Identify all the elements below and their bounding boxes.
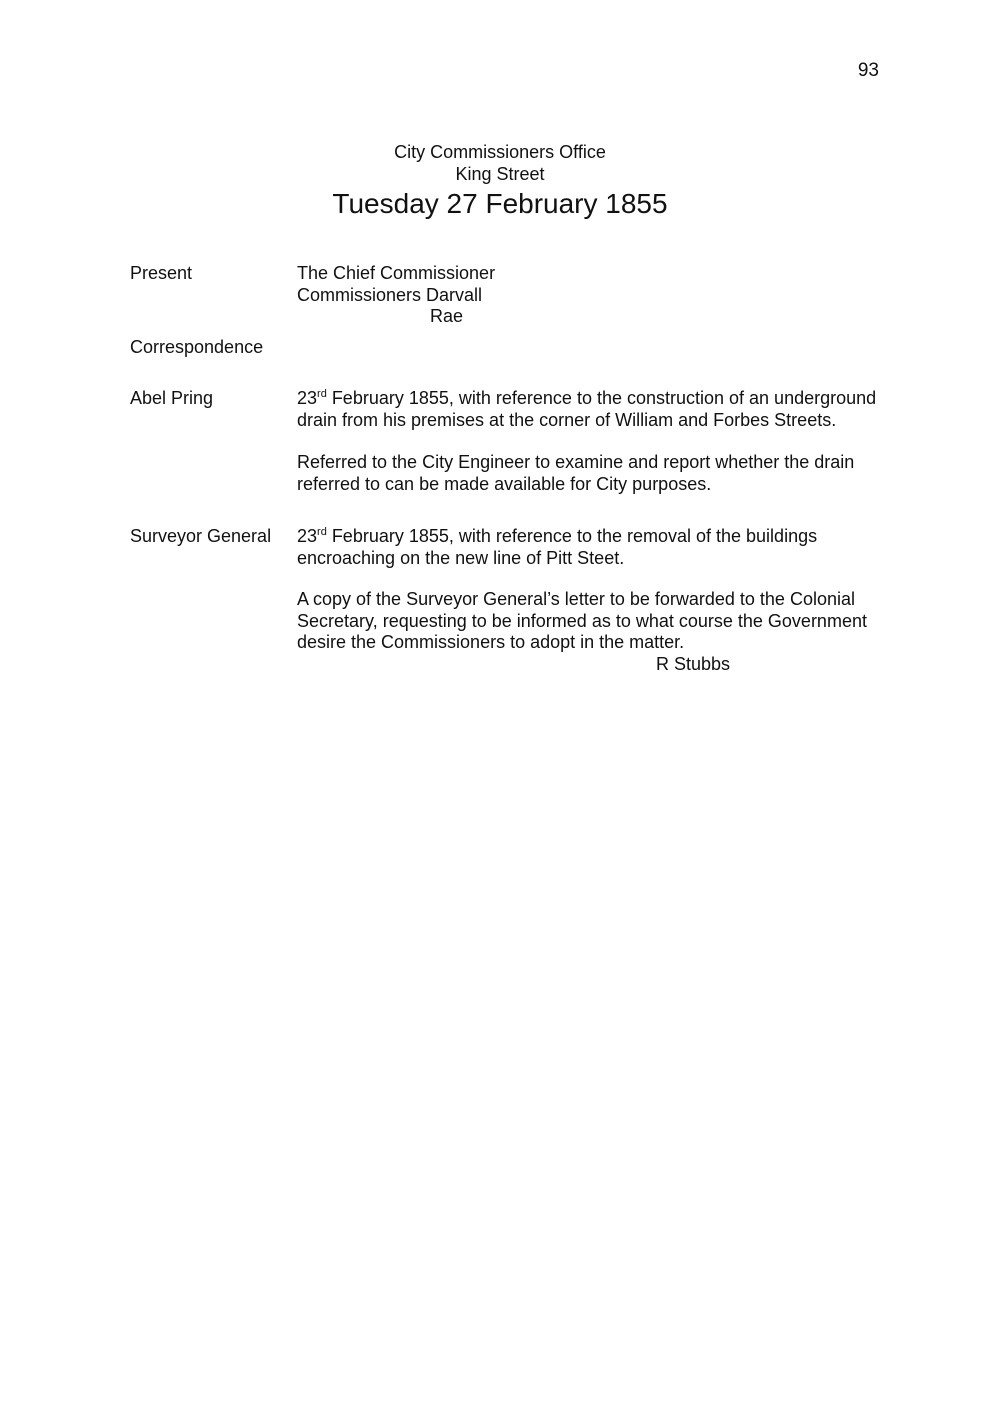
entry-2-letter-line-2: encroaching on the new line of Pitt Steet.: [297, 547, 625, 568]
entry-1-resolution-line-2: referred to can be made available for City purposes.: [297, 473, 712, 494]
entry-2-resolution: [297, 589, 897, 675]
entry-1-letter-text: February 1855, with reference to the construction of an underground: [326, 388, 877, 408]
entry-1-resolution-line-1: Referred to the City Engineer to examine and report whether the drain: [297, 452, 855, 472]
entry-2-resolution-line-2: Secretary, requesting to be informed as to what course the Government: [297, 610, 867, 631]
entry-1-name: Abel Pring: [130, 388, 214, 408]
entry-1-date-number: 23: [297, 388, 318, 408]
page-number: 93: [857, 60, 879, 81]
minutes-header: [0, 142, 1000, 221]
entry-1-body: [297, 388, 897, 431]
present-label: Present: [130, 263, 193, 283]
entry-2-resolution-line-1: A copy of the Surveyor General’s letter to be forwarded to the Colonial: [297, 589, 855, 609]
entry-2-resolution-line-3: desire the Commissioners to adopt in the matter.: [297, 632, 685, 652]
entry-2-letter-text: February 1855, with reference to the removal of the buildings: [326, 526, 818, 546]
entry-1-date-suffix: rd: [317, 388, 327, 400]
office-street: King Street: [455, 163, 545, 184]
present-line-1: The Chief Commissioner: [297, 263, 496, 283]
entry-1-resolution: [297, 452, 897, 495]
entry-2-letter-line-1: [297, 526, 897, 548]
present-list: [297, 263, 897, 328]
entry-2-date-suffix: rd: [317, 526, 327, 538]
correspondence-label: Correspondence: [130, 337, 264, 357]
entry-1-letter-line-2: drain from his premises at the corner of William and Forbes Streets.: [297, 409, 837, 430]
entry-2-body: [297, 526, 897, 569]
present-line-3: Rae: [430, 306, 464, 326]
present-line-2: Commissioners Darvall: [297, 284, 483, 305]
meeting-date: Tuesday 27 February 1855: [332, 188, 668, 219]
entry-1-letter-line-1: [297, 388, 897, 410]
entry-2-name: Surveyor General: [130, 526, 272, 546]
signature: R Stubbs: [656, 653, 731, 674]
entry-2-date-number: 23: [297, 526, 318, 546]
office-name: City Commissioners Office: [394, 142, 606, 162]
